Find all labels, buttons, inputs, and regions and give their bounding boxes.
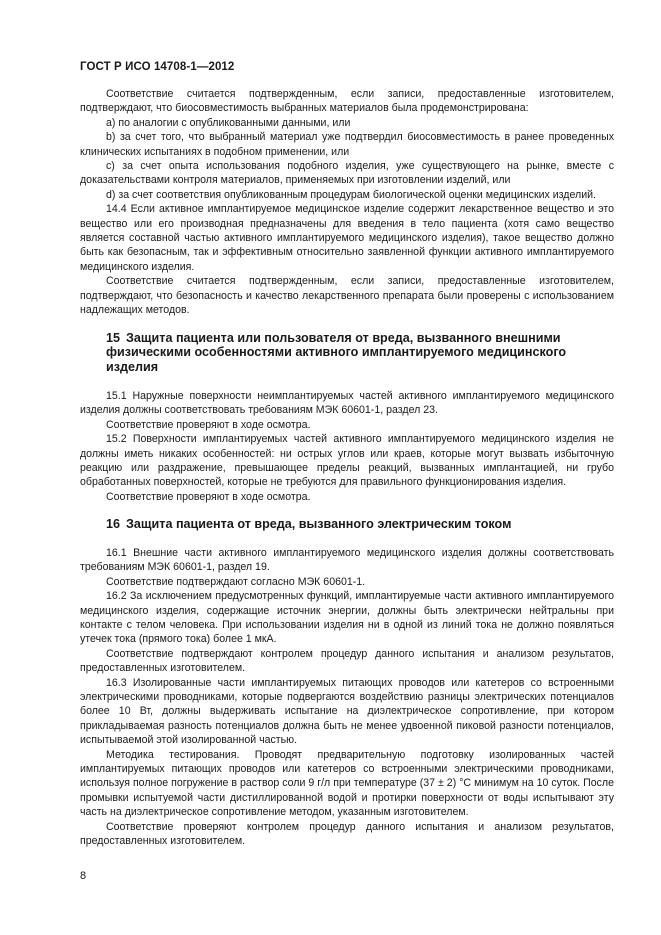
paragraph: Соответствие проверяют в ходе осмотра.	[106, 490, 311, 503]
section-title: Защита пациента от вреда, вызванного электрическим током	[126, 517, 512, 532]
paragraph: 16.2 За исключением предусмотренных функций, имплантируемые части активного имплантируемого медицинского изделия, содержащие источник энергии, должны быть электрически нейтральны при контакте с телом человека. При использовании изделия ни в одной из линий тока не должно появляться утечек тока (прямого тока) более 1 мкА.	[80, 590, 614, 646]
paragraph: 15.2 Поверхности имплантируемых частей активного имплантируемого медицинского изделия не должны иметь никаких особенностей: ни острых углов или краев, которые могут вызвать избыточную реакцию или раздражение, превышающее пределы реакций, вызванных имплантацией, ни грубо обработанных поверхностей, которые не требуются для правильного функционирования изделия.	[80, 433, 614, 489]
paragraph: Методика тестирования. Проводят предварительную подготовку изолированных частей имплантируемых питающих проводов или катетеров со встроенными электрическими проводниками, используя полное погружение в раствор соли 9 г/л при температуре (37 ± 2) °С минимум на 10 суток. После промывки испытуемой части дистиллированной водой и протирки поверхности от воды испытывают эту часть на диэлектрическое сопротивление методом, указанным изготовителем.	[80, 748, 614, 819]
page-body	[80, 87, 614, 848]
section-number: 15	[106, 330, 121, 345]
paragraph: Соответствие подтверждают контролем процедур данного испытания и анализом результатов, предоставленных изготовителем.	[80, 647, 614, 675]
page-number: 8	[80, 870, 87, 882]
paragraph: Соответствие считается подтвержденным, если записи, предоставленные изготовителем, подтверждают, что биосовместимость выбранных материалов была продемонстрирована:	[80, 88, 614, 115]
section-title: Защита пациента или пользователя от вреда, вызванного внешними физическими особенностями активного имплантируемого медицинского изделия	[106, 330, 567, 375]
list-item: d) за счет соответствия опубликованным процедурам биологической оценки медицинских изделий.	[106, 188, 596, 201]
document-header: ГОСТ Р ИСО 14708-1—2012	[80, 61, 235, 73]
list-item: b) за счет того, что выбранный материал уже подтвердил биосовместимость в ранее проведенных клинических испытаниях в подобном применении, или	[80, 131, 614, 158]
paragraph: Соответствие проверяют контролем процедур данного испытания и анализом результатов, предоставленных изготовителем.	[80, 820, 614, 848]
paragraph: 15.1 Наружные поверхности неимплантируемых частей активного имплантируемого медицинского изделия должны соответствовать требованиям МЭК 60601-1, раздел 23.	[80, 389, 614, 417]
paragraph: 16.1 Внешние части активного имплантируемого медицинского изделия должны соответствовать требованиям МЭК 60601-1, раздел 19.	[80, 546, 614, 574]
paragraph: Соответствие подтверждают согласно МЭК 60601-1.	[106, 575, 366, 588]
section-15-heading	[80, 331, 614, 375]
section-number: 16	[106, 517, 121, 532]
list-item: a) по аналогии с опубликованными данными, или	[106, 116, 351, 129]
paragraph: 14.4 Если активное имплантируемое медицинское изделие содержит лекарственное вещество и это вещество или его производная предназначены для введения в тело пациента (хотя само вещество является составной частью активного имплантируемого медицинского изделия), такое вещество должно быть как безопасным, так и эффективным относительно заявленной функции активного имплантируемого медицинского изделия.	[80, 203, 614, 273]
paragraph: Соответствие проверяют в ходе осмотра.	[106, 418, 311, 431]
paragraph: Соответствие считается подтвержденным, если записи, предоставленные изготовителем, подтверждают, что безопасность и качество лекарственного препарата были проверены с использованием надлежащих методов.	[80, 275, 614, 317]
list-item: c) за счет опыта использования подобного изделия, уже существующего на рынке, вместе с доказательствами контроля материалов, применяемых при изготовлении изделий, или	[80, 160, 614, 187]
paragraph: 16.3 Изолированные части имплантируемых питающих проводов или катетеров со встроенными электрическими проводниками, которые подвергаются воздействию разницы электрических потенциалов более 10 Вт, должны выдерживать испытание на диэлектрическое сопротивление, при котором прикладываемая разность потенциалов должна быть не менее удвоенной пиковой разности потенциалов, испытываемой этой изолированной частью.	[80, 676, 614, 747]
section-16-heading	[80, 517, 614, 532]
